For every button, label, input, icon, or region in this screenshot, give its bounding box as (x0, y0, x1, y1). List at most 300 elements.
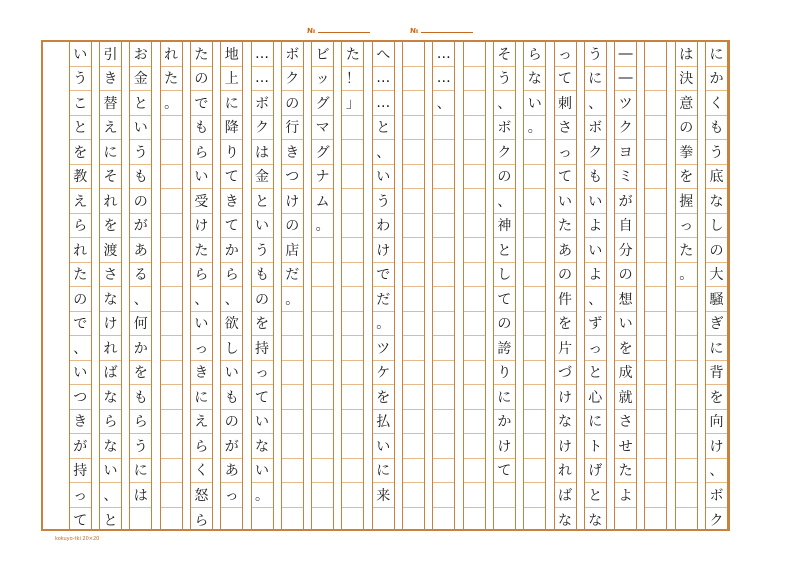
manuscript-cell: に (494, 385, 515, 410)
manuscript-cell (312, 361, 333, 386)
manuscript-cell: の (615, 263, 636, 288)
manuscript-cell (645, 336, 666, 361)
manuscript-cell: の (282, 91, 303, 116)
manuscript-cell: 持 (70, 459, 91, 484)
manuscript-cell (645, 214, 666, 239)
manuscript-cell: 、 (494, 91, 515, 116)
manuscript-cell (342, 336, 363, 361)
manuscript-cell: で (191, 91, 212, 116)
manuscript-cell: 決 (676, 67, 697, 92)
manuscript-cell: 行 (282, 116, 303, 141)
manuscript-cell: か (494, 410, 515, 435)
manuscript-cell: っ (70, 483, 91, 508)
manuscript-cell (221, 508, 242, 533)
manuscript-cell (161, 189, 182, 214)
manuscript-cell (464, 459, 485, 484)
manuscript-cell: う (70, 67, 91, 92)
manuscript-cell: 騒 (706, 287, 727, 312)
manuscript-cell (524, 361, 545, 386)
manuscript-cell: い (70, 361, 91, 386)
manuscript-cell (161, 116, 182, 141)
manuscript-cell: な (558, 512, 572, 529)
manuscript-cell: け (706, 434, 727, 459)
manuscript-cell (282, 459, 303, 484)
manuscript-cell (676, 385, 697, 410)
manuscript-cell: 背 (706, 361, 727, 386)
manuscript-cell: を (130, 361, 151, 386)
manuscript-cell: な (588, 512, 603, 529)
manuscript-cell: 来 (373, 483, 394, 508)
manuscript-cell: そ (100, 165, 121, 190)
manuscript-cell (433, 165, 454, 190)
manuscript-cell: で (70, 312, 91, 337)
header-number-line (421, 32, 473, 33)
manuscript-cell (676, 312, 697, 337)
manuscript-cell (403, 459, 424, 484)
manuscript-cell (676, 410, 697, 435)
manuscript-cell: い (555, 189, 576, 214)
manuscript-cell: 怒 (191, 483, 212, 508)
manuscript-cell (464, 361, 485, 386)
manuscript-cell: 替 (100, 91, 121, 116)
manuscript-cell: い (373, 165, 394, 190)
manuscript-cell (161, 410, 182, 435)
manuscript-cell: も (706, 116, 727, 141)
manuscript-cell (645, 361, 666, 386)
manuscript-cell (342, 116, 363, 141)
manuscript-column (160, 42, 183, 529)
manuscript-column (523, 42, 546, 529)
manuscript-cell: も (130, 165, 151, 190)
manuscript-cell (524, 459, 545, 484)
manuscript-cell: よ (615, 483, 636, 508)
manuscript-cell (161, 238, 182, 263)
manuscript-cell: あ (130, 238, 151, 263)
manuscript-cell (433, 140, 454, 165)
manuscript-cell: に (130, 459, 151, 484)
manuscript-cell: せ (615, 434, 636, 459)
manuscript-column (432, 42, 455, 529)
manuscript-cell (161, 140, 182, 165)
manuscript-cell (161, 361, 182, 386)
manuscript-cell (645, 67, 666, 92)
manuscript-cell: ツ (373, 336, 394, 361)
manuscript-cell: を (373, 385, 394, 410)
manuscript-cell: こ (70, 91, 91, 116)
manuscript-cell: ク (494, 140, 515, 165)
manuscript-cell: 、 (433, 91, 454, 116)
manuscript-cell: 想 (615, 287, 636, 312)
manuscript-cell: 、 (373, 140, 394, 165)
manuscript-cell: い (252, 410, 273, 435)
manuscript-cell: な (252, 434, 273, 459)
manuscript-cell (524, 263, 545, 288)
manuscript-cell: の (191, 67, 212, 92)
manuscript-cell: い (615, 312, 636, 337)
manuscript-cell: ぎ (706, 312, 727, 337)
manuscript-cell (282, 508, 303, 533)
manuscript-cell: 店 (282, 238, 303, 263)
manuscript-cell: ― (615, 42, 636, 67)
manuscript-cell (464, 214, 485, 239)
manuscript-cell: い (252, 459, 273, 484)
manuscript-cell: グ (312, 91, 333, 116)
manuscript-cell (403, 189, 424, 214)
manuscript-cell (433, 238, 454, 263)
manuscript-cell: … (252, 67, 273, 92)
manuscript-column (372, 42, 395, 529)
manuscript-cell (645, 410, 666, 435)
manuscript-cell (282, 434, 303, 459)
manuscript-cell: 。 (373, 312, 394, 337)
manuscript-cell: 何 (130, 312, 151, 337)
manuscript-cell (494, 483, 515, 508)
manuscript-cell (645, 140, 666, 165)
manuscript-cell: ボ (585, 116, 606, 141)
manuscript-cell: ら (191, 140, 212, 165)
manuscript-cell (676, 336, 697, 361)
manuscript-cell: に (373, 459, 394, 484)
manuscript-cell: れ (100, 189, 121, 214)
manuscript-cell: と (585, 483, 606, 508)
manuscript-cell (282, 361, 303, 386)
manuscript-cell: を (70, 140, 91, 165)
manuscript-cell (403, 361, 424, 386)
manuscript-cell: 引 (100, 42, 121, 67)
manuscript-cell: い (524, 91, 545, 116)
manuscript-cell (312, 410, 333, 435)
manuscript-cell: ト (585, 434, 606, 459)
manuscript-cell (161, 287, 182, 312)
manuscript-cell (615, 508, 636, 533)
manuscript-cell: き (282, 140, 303, 165)
manuscript-cell (312, 385, 333, 410)
manuscript-cell (464, 116, 485, 141)
manuscript-cell: け (555, 434, 576, 459)
manuscript-cell (645, 434, 666, 459)
manuscript-cell: ら (221, 263, 242, 288)
manuscript-cell: い (130, 116, 151, 141)
manuscript-cell (524, 410, 545, 435)
manuscript-cell: ら (100, 410, 121, 435)
manuscript-cell: よ (585, 214, 606, 239)
manuscript-cell: 受 (191, 189, 212, 214)
manuscript-cell (464, 483, 485, 508)
manuscript-cell (645, 116, 666, 141)
manuscript-cell: し (706, 214, 727, 239)
manuscript-column (251, 42, 274, 529)
manuscript-cell (161, 459, 182, 484)
manuscript-cell: と (494, 238, 515, 263)
manuscript-cell: な (524, 67, 545, 92)
manuscript-cell (524, 287, 545, 312)
manuscript-cell: つ (282, 165, 303, 190)
header-number-1 (307, 27, 370, 35)
manuscript-cell: に (585, 67, 606, 92)
manuscript-cell: っ (252, 361, 273, 386)
manuscript-cell: い (191, 312, 212, 337)
manuscript-cell (403, 140, 424, 165)
manuscript-cell: も (585, 165, 606, 190)
manuscript-cell: と (373, 116, 394, 141)
manuscript-cell: け (191, 214, 212, 239)
manuscript-cell: て (555, 165, 576, 190)
manuscript-cell: 渡 (100, 238, 121, 263)
manuscript-cell (161, 385, 182, 410)
manuscript-cell (403, 214, 424, 239)
manuscript-cell: 成 (615, 361, 636, 386)
manuscript-column (584, 42, 607, 529)
manuscript-cell (433, 361, 454, 386)
manuscript-cell: だ (373, 287, 394, 312)
manuscript-cell (464, 165, 485, 190)
manuscript-cell: の (555, 263, 576, 288)
manuscript-cell: へ (373, 42, 394, 67)
manuscript-cell: の (706, 238, 727, 263)
manuscript-cell: げ (585, 459, 606, 484)
manuscript-cell: を (676, 165, 697, 190)
manuscript-cell: き (191, 361, 212, 386)
manuscript-cell: ら (191, 434, 212, 459)
manuscript-cell (524, 508, 545, 533)
manuscript-cell (645, 91, 666, 116)
manuscript-cell (433, 287, 454, 312)
manuscript-cell (645, 42, 666, 67)
manuscript-cell (433, 508, 454, 533)
manuscript-cell (403, 238, 424, 263)
manuscript-cell: ら (70, 214, 91, 239)
manuscript-column (614, 42, 637, 529)
manuscript-cell: 片 (555, 336, 576, 361)
manuscript-cell (282, 312, 303, 337)
manuscript-cell: は (676, 42, 697, 67)
manuscript-cell (494, 508, 515, 533)
manuscript-cell: も (221, 385, 242, 410)
manuscript-cell (464, 287, 485, 312)
manuscript-cell (312, 459, 333, 484)
manuscript-cell (464, 312, 485, 337)
manuscript-cell (161, 165, 182, 190)
manuscript-cell (433, 263, 454, 288)
manuscript-cell (645, 165, 666, 190)
manuscript-cell: し (221, 336, 242, 361)
manuscript-cell: え (191, 410, 212, 435)
manuscript-cell (403, 434, 424, 459)
manuscript-cell: … (252, 42, 273, 67)
manuscript-cell (130, 508, 151, 533)
manuscript-cell: う (373, 189, 394, 214)
manuscript-cell: の (494, 165, 515, 190)
manuscript-cell: 。 (282, 287, 303, 312)
manuscript-cell: ら (191, 263, 212, 288)
manuscript-cell (433, 410, 454, 435)
manuscript-cell (433, 336, 454, 361)
manuscript-cell (282, 336, 303, 361)
manuscript-cell: ら (130, 410, 151, 435)
manuscript-cell: さ (555, 116, 576, 141)
manuscript-cell: 就 (615, 385, 636, 410)
manuscript-column (644, 42, 667, 529)
manuscript-cell: の (221, 410, 242, 435)
manuscript-cell: れ (555, 459, 576, 484)
manuscript-cell (312, 434, 333, 459)
manuscript-cell: 金 (252, 165, 273, 190)
manuscript-cell (403, 410, 424, 435)
manuscript-cell (676, 287, 697, 312)
manuscript-cell (312, 336, 333, 361)
manuscript-cell: う (252, 238, 273, 263)
manuscript-column (99, 42, 122, 529)
manuscript-cell: で (373, 263, 394, 288)
manuscript-cell (524, 312, 545, 337)
manuscript-cell: あ (555, 238, 576, 263)
manuscript-cell: 握 (676, 189, 697, 214)
manuscript-cell: 、 (585, 91, 606, 116)
manuscript-cell: ク (615, 116, 636, 141)
manuscript-cell (342, 238, 363, 263)
manuscript-column (69, 42, 92, 529)
manuscript-cell (464, 385, 485, 410)
manuscript-cell: け (282, 189, 303, 214)
manuscript-cell: た (676, 238, 697, 263)
manuscript-cell: っ (191, 336, 212, 361)
manuscript-cell (403, 336, 424, 361)
manuscript-cell: 神 (494, 214, 515, 239)
header-number-2 (410, 27, 473, 35)
manuscript-cell (282, 410, 303, 435)
manuscript-cell: 、 (585, 287, 606, 312)
manuscript-cell (403, 67, 424, 92)
manuscript-cell: 地 (221, 42, 242, 67)
manuscript-cell: 」 (342, 91, 363, 116)
manuscript-column (554, 42, 577, 529)
manuscript-column (675, 42, 698, 529)
manuscript-cell (342, 434, 363, 459)
manuscript-cell (342, 189, 363, 214)
manuscript-cell: と (252, 189, 273, 214)
manuscript-cell (645, 312, 666, 337)
manuscript-cell: ナ (312, 165, 333, 190)
manuscript-cell: ク (709, 512, 724, 529)
manuscript-cell (403, 91, 424, 116)
manuscript-cell (312, 238, 333, 263)
manuscript-cell: と (103, 512, 118, 529)
manuscript-cell (464, 434, 485, 459)
manuscript-cell (433, 312, 454, 337)
manuscript-cell: 。 (312, 214, 333, 239)
manuscript-cell: れ (100, 336, 121, 361)
manuscript-cell (464, 263, 485, 288)
manuscript-cell: づ (555, 361, 576, 386)
manuscript-cell (403, 312, 424, 337)
manuscript-cell (464, 189, 485, 214)
manuscript-cell: し (494, 263, 515, 288)
manuscript-cell (433, 459, 454, 484)
manuscript-cell: て (494, 287, 515, 312)
manuscript-cell: た (555, 214, 576, 239)
header-number-label: № (307, 27, 316, 35)
manuscript-cell: 底 (706, 165, 727, 190)
manuscript-cell: の (282, 214, 303, 239)
manuscript-cell: に (706, 336, 727, 361)
manuscript-cell: 、 (70, 336, 91, 361)
manuscript-cell (464, 140, 485, 165)
manuscript-cell (524, 238, 545, 263)
manuscript-cell: た (161, 67, 182, 92)
manuscript-cell (161, 336, 182, 361)
manuscript-cell (645, 483, 666, 508)
manuscript-cell (342, 361, 363, 386)
manuscript-cell: 大 (706, 263, 727, 288)
manuscript-cell (676, 459, 697, 484)
manuscript-cell (645, 238, 666, 263)
manuscript-cell: だ (282, 263, 303, 288)
manuscript-cell (342, 385, 363, 410)
manuscript-cell (312, 483, 333, 508)
manuscript-cell: か (706, 67, 727, 92)
manuscript-cell: 向 (706, 410, 727, 435)
manuscript-cell (464, 410, 485, 435)
manuscript-cell: と (585, 361, 606, 386)
manuscript-cell (312, 263, 333, 288)
manuscript-cell (342, 214, 363, 239)
manuscript-cell: か (130, 336, 151, 361)
manuscript-cell: の (70, 287, 91, 312)
manuscript-cell (645, 189, 666, 214)
manuscript-cell (161, 483, 182, 508)
manuscript-cell (645, 459, 666, 484)
manuscript-cell: ク (282, 67, 303, 92)
manuscript-cell (342, 263, 363, 288)
header-number-label: № (410, 27, 419, 35)
manuscript-cell: っ (585, 336, 606, 361)
manuscript-cell: る (130, 263, 151, 288)
manuscript-cell (645, 385, 666, 410)
manuscript-cell: に (100, 140, 121, 165)
manuscript-column (311, 42, 334, 529)
manuscript-column (341, 42, 364, 529)
manuscript-cell: ！ (342, 67, 363, 92)
manuscript-cell (464, 508, 485, 533)
manuscript-cell (676, 434, 697, 459)
manuscript-cell: た (191, 238, 212, 263)
manuscript-cell: な (100, 287, 121, 312)
manuscript-cell: い (191, 165, 212, 190)
manuscript-cell: も (130, 385, 151, 410)
manuscript-column (463, 42, 486, 529)
manuscript-cell (464, 42, 485, 67)
manuscript-cell (464, 67, 485, 92)
manuscript-cell (342, 287, 363, 312)
manuscript-cell: ず (585, 312, 606, 337)
manuscript-cell: 件 (555, 287, 576, 312)
manuscript-column (402, 42, 425, 529)
manuscript-cell: 。 (524, 116, 545, 141)
manuscript-cell: ク (585, 140, 606, 165)
manuscript-cell: れ (161, 42, 182, 67)
manuscript-cell: り (221, 140, 242, 165)
manuscript-cell (433, 116, 454, 141)
manuscript-cell: ケ (373, 361, 394, 386)
manuscript-cell: い (585, 238, 606, 263)
manuscript-cell: い (252, 214, 273, 239)
manuscript-cell (403, 287, 424, 312)
manuscript-cell: ッ (312, 67, 333, 92)
manuscript-cell (524, 385, 545, 410)
manuscript-cell: 、 (706, 459, 727, 484)
manuscript-cell: 誇 (494, 336, 515, 361)
manuscript-cell: 上 (221, 67, 242, 92)
